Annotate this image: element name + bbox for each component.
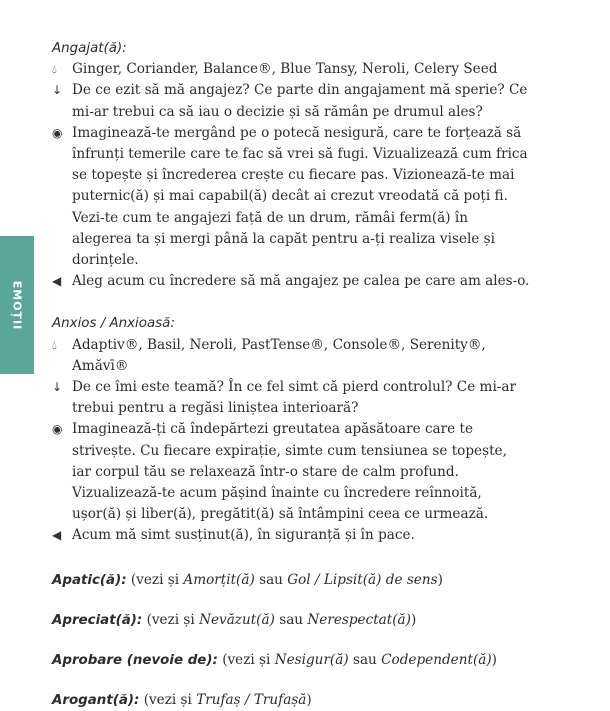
reference-close: ) [491,652,497,669]
reference-term: Apreciat(ă): [52,612,143,628]
reference-or: sau [274,611,308,628]
visualization-text: Imaginează-te mergând pe o potecă nesigură, care te forțează să înfrunți temerile care te fac să vrei să fugi. Vizualizează cum frica se topește și încrederea crește cu fiecare pas. Vizionează-te mai puternic(ă) și mai capabil(ă) decât ai crezut vreodată că poți fi. Vezi-te cum te angajezi față de un drum, rămâi ferm(ă) în alegerea ta și mergi până la capăt pentru a-ți realiza visele și dorințele. [72,124,528,269]
reference-see: (vezi și [146,611,200,628]
reference-entry [52,610,530,631]
megaphone-icon: ◀ [52,528,62,543]
questions-row [52,80,530,122]
reference-close: ) [437,571,443,588]
affirmation-text: Acum mă simt susținut(ă), în siguranță și în pace. [72,527,415,544]
reference-see: (vezi și [130,571,184,588]
reference-term: Arogant(ă): [52,693,140,709]
reference-term: Apatic(ă): [52,572,127,588]
entry-heading: Anxios / Anxioasă: [52,316,175,332]
reference-link: Gol / Lipsit(ă) de sens [287,571,438,588]
entry-heading: Angajat(ă): [52,41,127,56]
eye-icon: ◉ [52,422,63,437]
page-content [52,38,530,711]
oils-row [52,59,530,80]
arrow-down-icon: ↓ [52,380,63,395]
reference-link: Codependent(ă) [381,652,492,669]
reference-link: Trufaș / Trufașă [196,692,307,709]
entry-anxios [52,313,530,546]
reference-close: ) [410,611,417,628]
questions-text: De ce ezit să mă angajez? Ce parte din angajament mă sperie? Ce mi-ar trebui ca să iau o decizie și să rămân pe drumul ales? [72,82,528,120]
affirmation-row [52,271,530,292]
megaphone-icon: ◀ [52,274,62,289]
arrow-down-icon: ↓ [52,83,63,98]
oils-text: Adaptiv®, Basil, Neroli, PastTense®, Console®, Serenity®, Amăvī® [72,336,486,374]
reference-entry [52,650,530,671]
entry-angajat [52,38,530,292]
reference-close: ) [306,692,312,709]
reference-see: (vezi și [222,652,275,669]
reference-link: Amorțit(ă) [183,571,255,588]
oils-row [52,335,530,377]
reference-or: sau [254,571,288,588]
reference-see: (vezi și [143,692,197,709]
reference-link: Nesigur(ă) [274,652,349,669]
drop-icon: 💧︎ [52,62,57,77]
affirmation-row [52,525,530,546]
questions-text: De ce îmi este teamă? În ce fel simt că pierd controlul? Ce mi-ar trebui pentru a regăsi liniștea interioară? [72,379,516,417]
side-tab-label: EMOȚII [10,280,24,330]
visualization-row [52,419,530,525]
reference-entry [52,690,530,711]
reference-entry [52,570,530,591]
visualization-row [52,123,530,271]
reference-or: sau [348,652,382,669]
reference-link: Nevăzut(ă) [199,611,275,628]
reference-term: Aprobare (nevoie de): [52,653,218,669]
eye-icon: ◉ [52,125,63,140]
affirmation-text: Aleg acum cu încredere să mă angajez pe calea pe care am ales-o. [72,273,530,290]
section-side-tab [0,236,34,374]
visualization-text: Imaginează-ți că îndepărtezi greutatea apăsătoare care te strivește. Cu fiecare expirație, simte cum tensiunea se topește, iar corpul tău se relaxează într-o stare de calm profund. Vizualizează-te acum pășind înainte cu încredere reînnoită, ușor(ă) și liber(ă), pregătit(ă) să întâmpini ceea ce urmează. [72,421,507,523]
drop-icon: 💧︎ [52,337,57,352]
oils-text: Ginger, Coriander, Balance®, Blue Tansy, Neroli, Celery Seed [72,61,498,78]
questions-row [52,377,530,419]
reference-link: Nerespectat(ă) [307,611,411,628]
